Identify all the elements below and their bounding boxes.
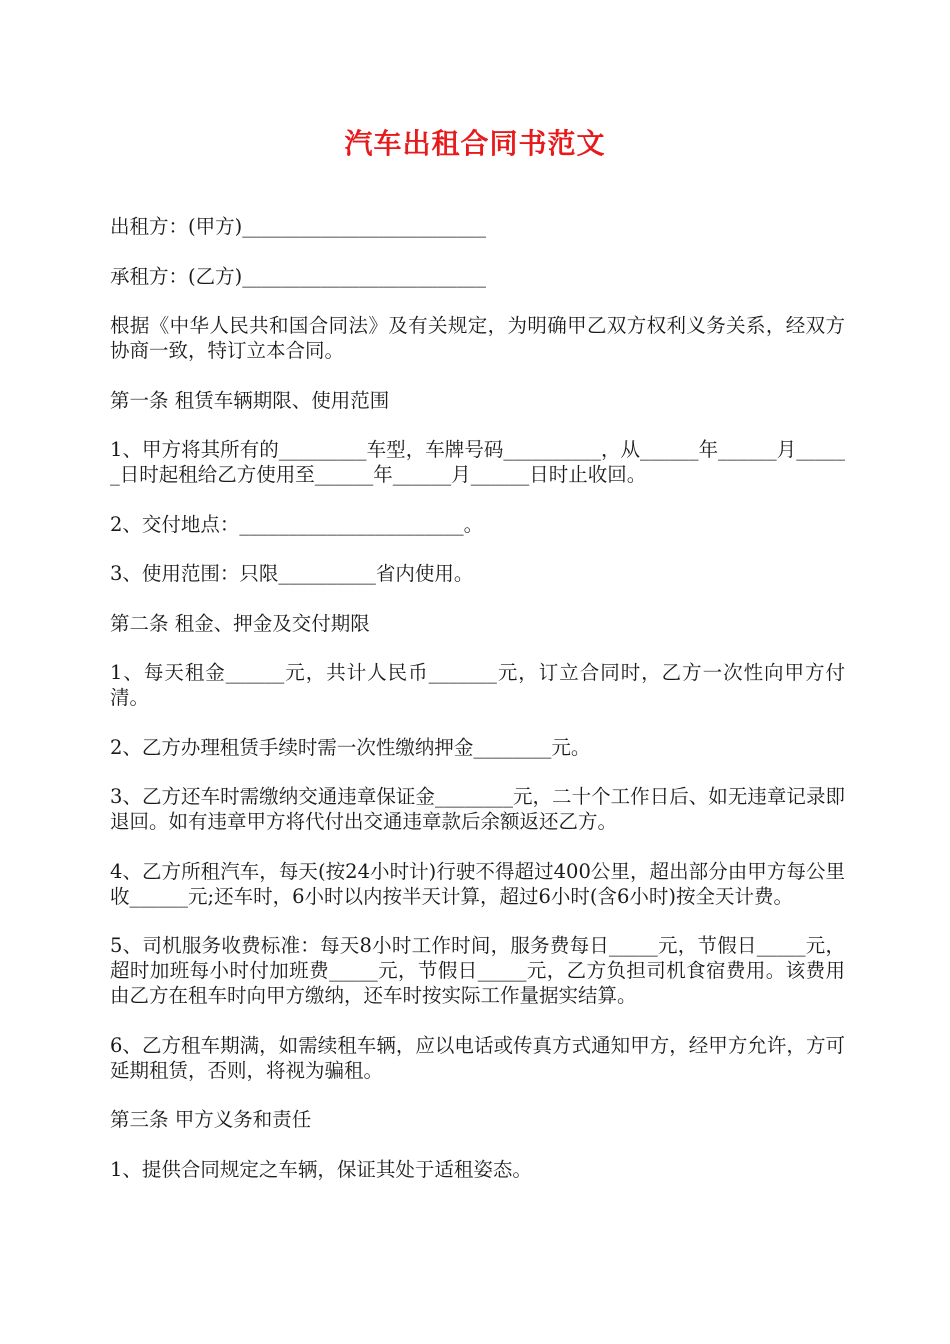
article-2-clause-4: 4、乙方所租汽车，每天(按24小时计)行驶不得超过400公里，超出部分由甲方每公里收______元;还车时，6小时以内按半天计算，超过6小时(含6小时)按全天计费。: [110, 859, 845, 908]
article-2-clause-1: 1、每天租金______元，共计人民币_______元，订立合同时，乙方一次性向甲方付清。: [110, 661, 845, 709]
article-1-clause-1: 1、甲方将其所有的_________车型，车牌号码__________，从______年______月______日时起租给乙方使用至______年______月______日时止收回。: [110, 438, 845, 486]
party-b-line: 承租方：(乙方)_________________________: [110, 264, 486, 288]
article-2-clause-6: 6、乙方租车期满，如需续租车辆，应以电话或传真方式通知甲方，经甲方允许，方可延期租赁，否则，将视为骗租。: [110, 1033, 845, 1082]
article-1-heading: 第一条 租赁车辆期限、使用范围: [110, 388, 390, 412]
article-2-clause-5: 5、司机服务收费标准：每天8小时工作时间，服务费每日_____元，节假日_____元，超时加班每小时付加班费_____元，节假日_____元，乙方负担司机食宿费用。该费用由乙方在租车时向甲方缴纳，还车时按实际工作量据实结算。: [110, 934, 845, 1007]
article-2-heading: 第二条 租金、押金及交付期限: [110, 611, 370, 635]
article-3-heading: 第三条 甲方义务和责任: [110, 1108, 312, 1131]
document-title: 汽车出租合同书范文: [344, 127, 606, 160]
document-body: [110, 214, 845, 1206]
party-a-line: 出租方：(甲方)_________________________: [110, 215, 486, 238]
article-2-clause-2: 2、乙方办理租赁手续时需一次性缴纳押金________元。: [110, 735, 591, 759]
article-2-clause-3: 3、乙方还车时需缴纳交通违章保证金________元，二十个工作日后、如无违章记录即退回。如有违章甲方将代付出交通违章款后余额返还乙方。: [110, 785, 845, 833]
preamble-paragraph: 根据《中华人民共和国合同法》及有关规定，为明确甲乙双方权利义务关系，经双方协商一致，特订立本合同。: [110, 314, 845, 362]
article-3-clause-1: 1、提供合同规定之车辆，保证其处于适租姿态。: [110, 1157, 532, 1181]
article-1-clause-2: 2、交付地点：_______________________。: [110, 512, 484, 536]
article-1-clause-3: 3、使用范围：只限__________省内使用。: [110, 562, 474, 585]
